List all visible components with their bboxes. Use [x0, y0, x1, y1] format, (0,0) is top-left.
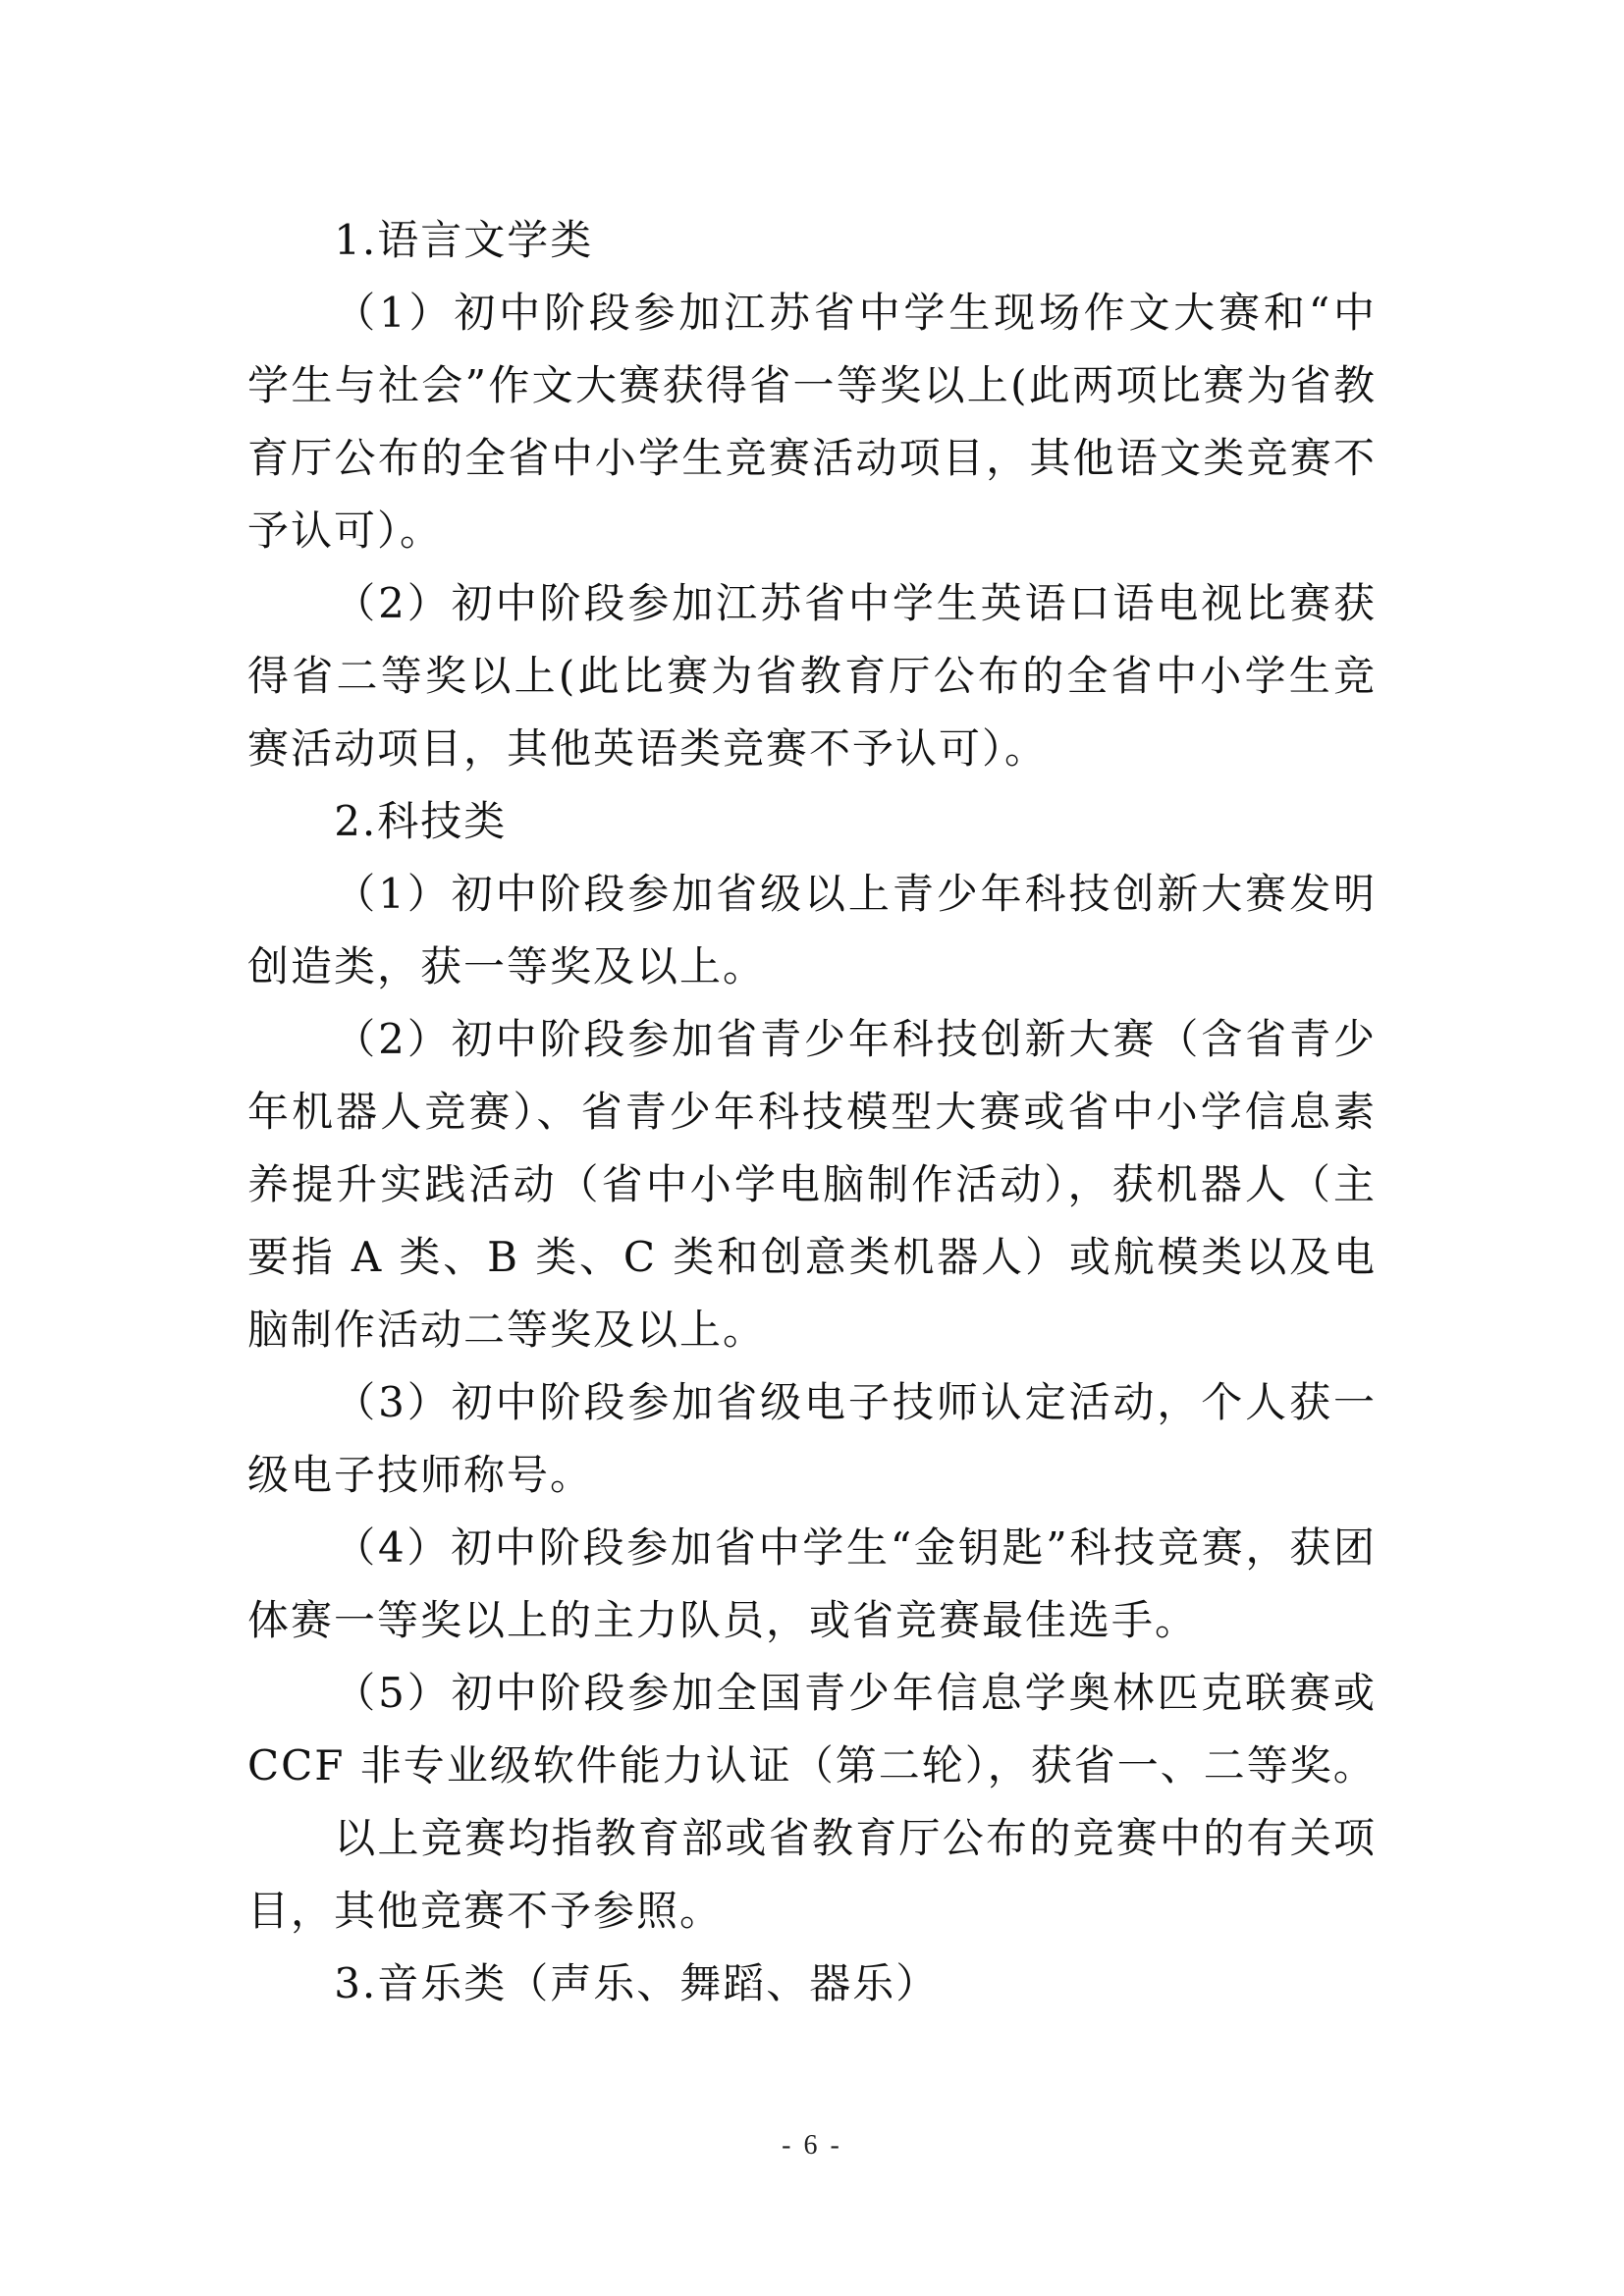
- technology-note: 以上竞赛均指教育部或省教育厅公布的竞赛中的有关项目，其他竞赛不予参照。: [247, 1814, 1377, 1935]
- section-heading-technology: 2.科技类: [334, 797, 508, 845]
- page-number: - 6 -: [782, 2130, 842, 2161]
- technology-item-1: （1）初中阶段参加省级以上青少年科技创新大赛发明创造类，获一等奖及以上。: [247, 870, 1377, 990]
- section-heading-music: 3.音乐类（声乐、舞蹈、器乐）: [334, 1959, 940, 2007]
- technology-item-3: （3）初中阶段参加省级电子技师认定活动，个人获一级电子技师称号。: [247, 1378, 1377, 1499]
- literature-item-1: （1）初中阶段参加江苏省中学生现场作文大赛和“中学生与社会”作文大赛获得省一等奖以上(此两项比赛为省教育厅公布的全省中小学生竞赛活动项目，其他语文类竞赛不予认可）。: [247, 289, 1377, 555]
- technology-item-2: （2）初中阶段参加省青少年科技创新大赛（含省青少年机器人竞赛）、省青少年科技模型大赛或省中小学信息素养提升实践活动（省中小学电脑制作活动），获机器人（主要指 A 类、B 类、C 类和创意类机器人）或航模类以及电脑制作活动二等奖及以上。: [247, 1015, 1377, 1354]
- document-body: [247, 204, 1377, 2020]
- literature-item-2: （2）初中阶段参加江苏省中学生英语口语电视比赛获得省二等奖以上(此比赛为省教育厅公布的全省中小学生竞赛活动项目，其他英语类竞赛不予认可）。: [247, 579, 1377, 773]
- technology-item-4: （4）初中阶段参加省中学生“金钥匙”科技竞赛，获团体赛一等奖以上的主力队员，或省竞赛最佳选手。: [247, 1523, 1377, 1644]
- technology-item-5: （5）初中阶段参加全国青少年信息学奥林匹克联赛或 CCF 非专业级软件能力认证（第二轮），获省一、二等奖。: [247, 1669, 1377, 1789]
- section-heading-literature: 1.语言文学类: [334, 216, 594, 264]
